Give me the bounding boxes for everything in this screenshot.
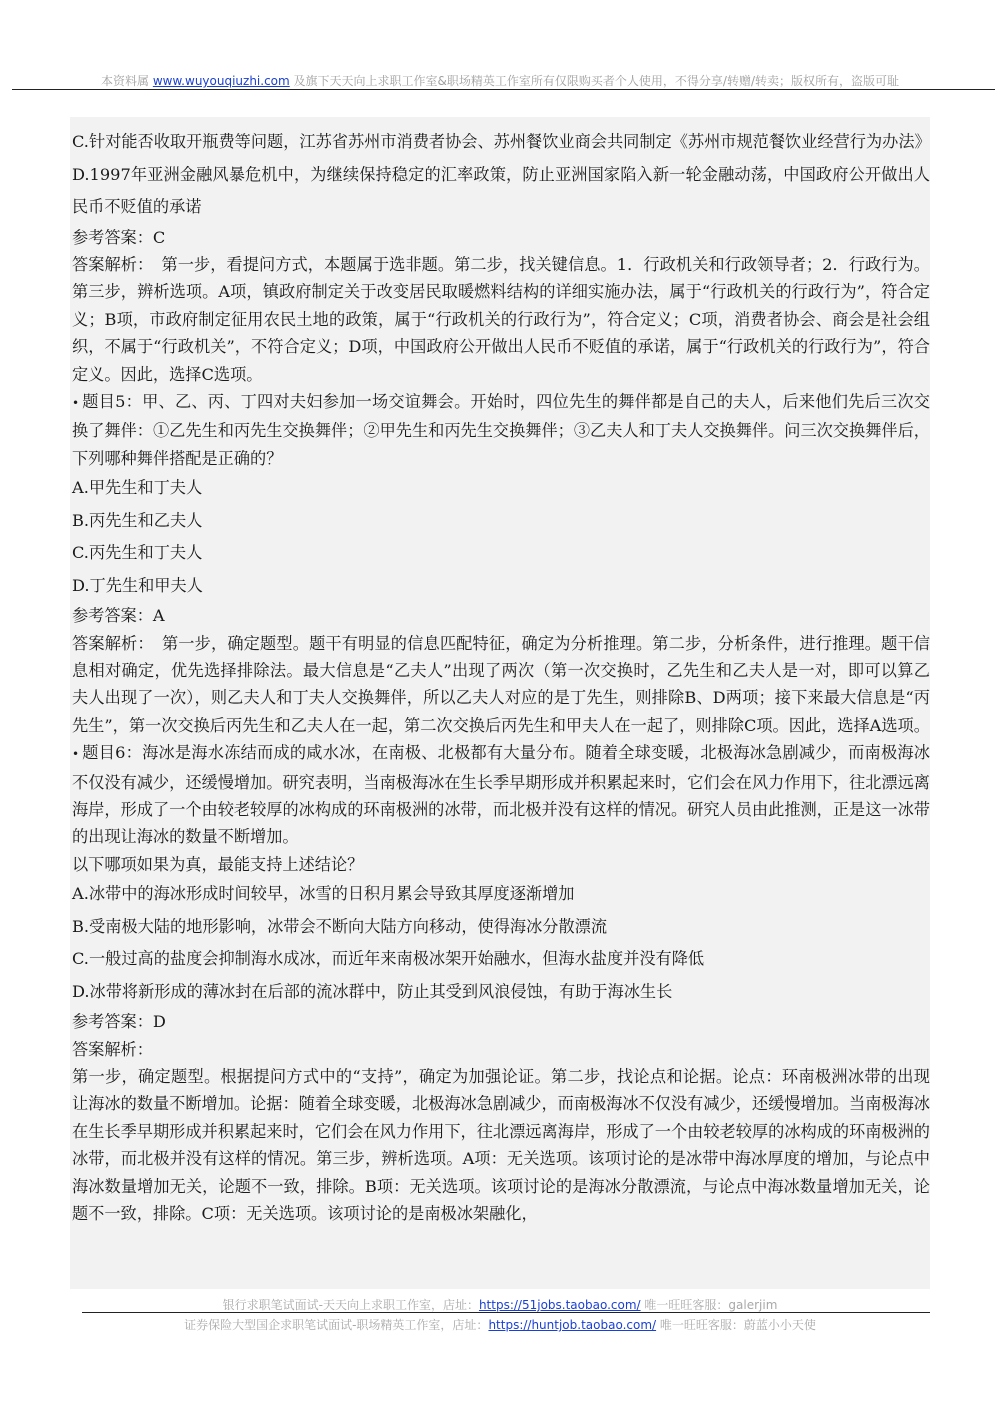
q4-answer: 参考答案：C — [72, 227, 166, 247]
q6-analysis: 第一步，确定题型。根据提问方式中的“支持”，确定为加强论证。第二步，找论点和论据。论点：环南极洲冰带的出现让海冰的数量不断增加。论据：随着全球变暖，北极海冰急剧减少，而南极海冰不仅没有减少，还缓慢增加。当南极海冰在生长季早期形成并积累起来时，它们会在风力作用下，往北漂远离海岸，形成了一个由较老较厚的冰构成的环南极洲的冰带，而北极并没有这样的情况。第三步，辨析选项。A项：无关选项。该项讨论的是冰带中海冰厚度的增加，与论点中海冰数量增加无关，论题不一致，排除。B项：无关选项。该项讨论的是海冰分散漂流，与论点中海冰数量增加无关，论题不一致，排除。C项：无关选项。该项讨论的是南极冰架融化， — [72, 1067, 930, 1224]
q6-stem — [72, 739, 930, 851]
q5-analysis: 答案解析： 第一步，确定题型。题干有明显的信息匹配特征，确定为分析推理。第二步，分析条件，进行推理。题干信息相对确定，优先选择排除法。最大信息是“乙夫人”出现了两次（第一次交换时，乙先生和乙夫人是一对，即可以算乙夫人出现了一次），则乙夫人和丁夫人交换舞伴，所以乙夫人对应的是丁先生，则排除B、D两项；接下来最大信息是“丙先生”，第一次交换后丙先生和乙夫人在一起，第二次交换后丙先生和甲夫人在一起了，则排除C项。因此，选择A选项。 — [72, 633, 930, 735]
q6-option-d: D.冰带将新形成的薄冰封在后部的流冰群中，防止其受到风浪侵蚀，有助于海冰生长 — [72, 981, 673, 1001]
footer-line2-prefix: 证券保险大型国企求职笔试面试-职场精英工作室，店址： — [184, 1318, 489, 1332]
q5-stem — [72, 388, 930, 472]
header-divider — [12, 89, 995, 90]
footer-divider — [82, 1312, 930, 1313]
footer-line-1 — [0, 1296, 1000, 1313]
footer-line-2 — [0, 1316, 1000, 1333]
q4-option-d: D.1997年亚洲金融风暴危机中，为继续保持稳定的汇率政策，防止亚洲国家陷入新一轮金融动荡，中国政府公开做出人民币不贬值的承诺 — [72, 164, 930, 216]
q4-analysis: 答案解析： 第一步，看提问方式，本题属于选非题。第二步，找关键信息。1．行政机关和行政领导者；2．行政行为。第三步，辨析选项。A项，镇政府制定关于改变居民取暖燃料结构的详细实施办法，属于“行政机关的行政行为”，符合定义；B项，市政府制定征用农民土地的政策，属于“行政机关的行政行为”，符合定义；C项，消费者协会、商会是社会组织，不属于“行政机关”，不符合定义；D项，中国政府公开做出人民币不贬值的承诺，属于“行政机关的行政行为”，符合定义。因此，选择C选项。 — [72, 254, 930, 384]
q4-option-c: C.针对能否收取开瓶费等问题，江苏省苏州市消费者协会、苏州餐饮业商会共同制定《苏州市规范餐饮业经营行为办法》 — [72, 132, 931, 151]
footer-line2-suffix: 唯一旺旺客服：蔚蓝小小天使 — [656, 1318, 816, 1332]
document-body — [72, 126, 930, 1227]
q6-option-c: C.一般过高的盐度会抑制海水成冰，而近年来南极冰架开始融水，但海水盐度并没有降低 — [72, 949, 705, 969]
q6-option-a: A.冰带中的海冰形成时间较早，冰雪的日积月累会导致其厚度逐渐增加 — [72, 884, 575, 904]
page-header — [0, 72, 1000, 89]
header-site-link[interactable]: www.wuyouqiuzhi.com — [152, 74, 290, 88]
header-prefix: 本资料属 — [101, 74, 150, 88]
q6-answer: 参考答案：D — [72, 1012, 166, 1032]
q6-option-b: B.受南极大陆的地形影响，冰带会不断向大陆方向移动，使得海冰分散漂流 — [72, 916, 608, 936]
q5-answer: 参考答案：A — [72, 606, 165, 626]
footer-link-huntjob[interactable]: https://huntjob.taobao.com/ — [488, 1318, 657, 1332]
q5-option-b: B.丙先生和乙夫人 — [72, 510, 203, 530]
q6-stem-text: 题目6：海冰是海水冻结而成的咸水冰，在南极、北极都有大量分布。随着全球变暖，北极海冰急剧减少，而南极海冰不仅没有减少，还缓慢增加。研究表明，当南极海冰在生长季早期形成并积累起来时，它们会在风力作用下，往北漂远离海岸，形成了一个由较老较厚的冰构成的环南极洲的冰带，而北极并没有这样的情况。研究人员由此推测，正是这一冰带的出现让海冰的数量不断增加。 — [72, 743, 930, 847]
q5-bullet: • — [72, 395, 80, 410]
q6-question: 以下哪项如果为真，最能支持上述结论？ — [72, 854, 364, 874]
q5-option-a: A.甲先生和丁夫人 — [72, 478, 203, 498]
q6-bullet: • — [72, 747, 80, 762]
footer-line1-suffix: 唯一旺旺客服：galerjim — [640, 1298, 778, 1312]
footer-link-51jobs[interactable]: https://51jobs.taobao.com/ — [478, 1298, 641, 1312]
q6-analysis-label: 答案解析： — [72, 1039, 153, 1059]
q5-option-c: C.丙先生和丁夫人 — [72, 543, 203, 563]
q5-stem-text: 题目5：甲、乙、丙、丁四对夫妇参加一场交谊舞会。开始时，四位先生的舞伴都是自己的夫人，后来他们先后三次交换了舞伴：①乙先生和丙先生交换舞伴；②甲先生和丙先生交换舞伴；③乙夫人和丁夫人交换舞伴。问三次交换舞伴后，下列哪种舞伴搭配是正确的？ — [72, 391, 930, 468]
footer-line1-prefix: 银行求职笔试面试-天天向上求职工作室，店址： — [222, 1298, 479, 1312]
q5-option-d: D.丁先生和甲夫人 — [72, 575, 203, 595]
header-suffix: 及旗下天天向上求职工作室&职场精英工作室所有仅限购买者个人使用，不得分享/转赠/转卖；版权所有，盗版可耻 — [293, 74, 899, 88]
